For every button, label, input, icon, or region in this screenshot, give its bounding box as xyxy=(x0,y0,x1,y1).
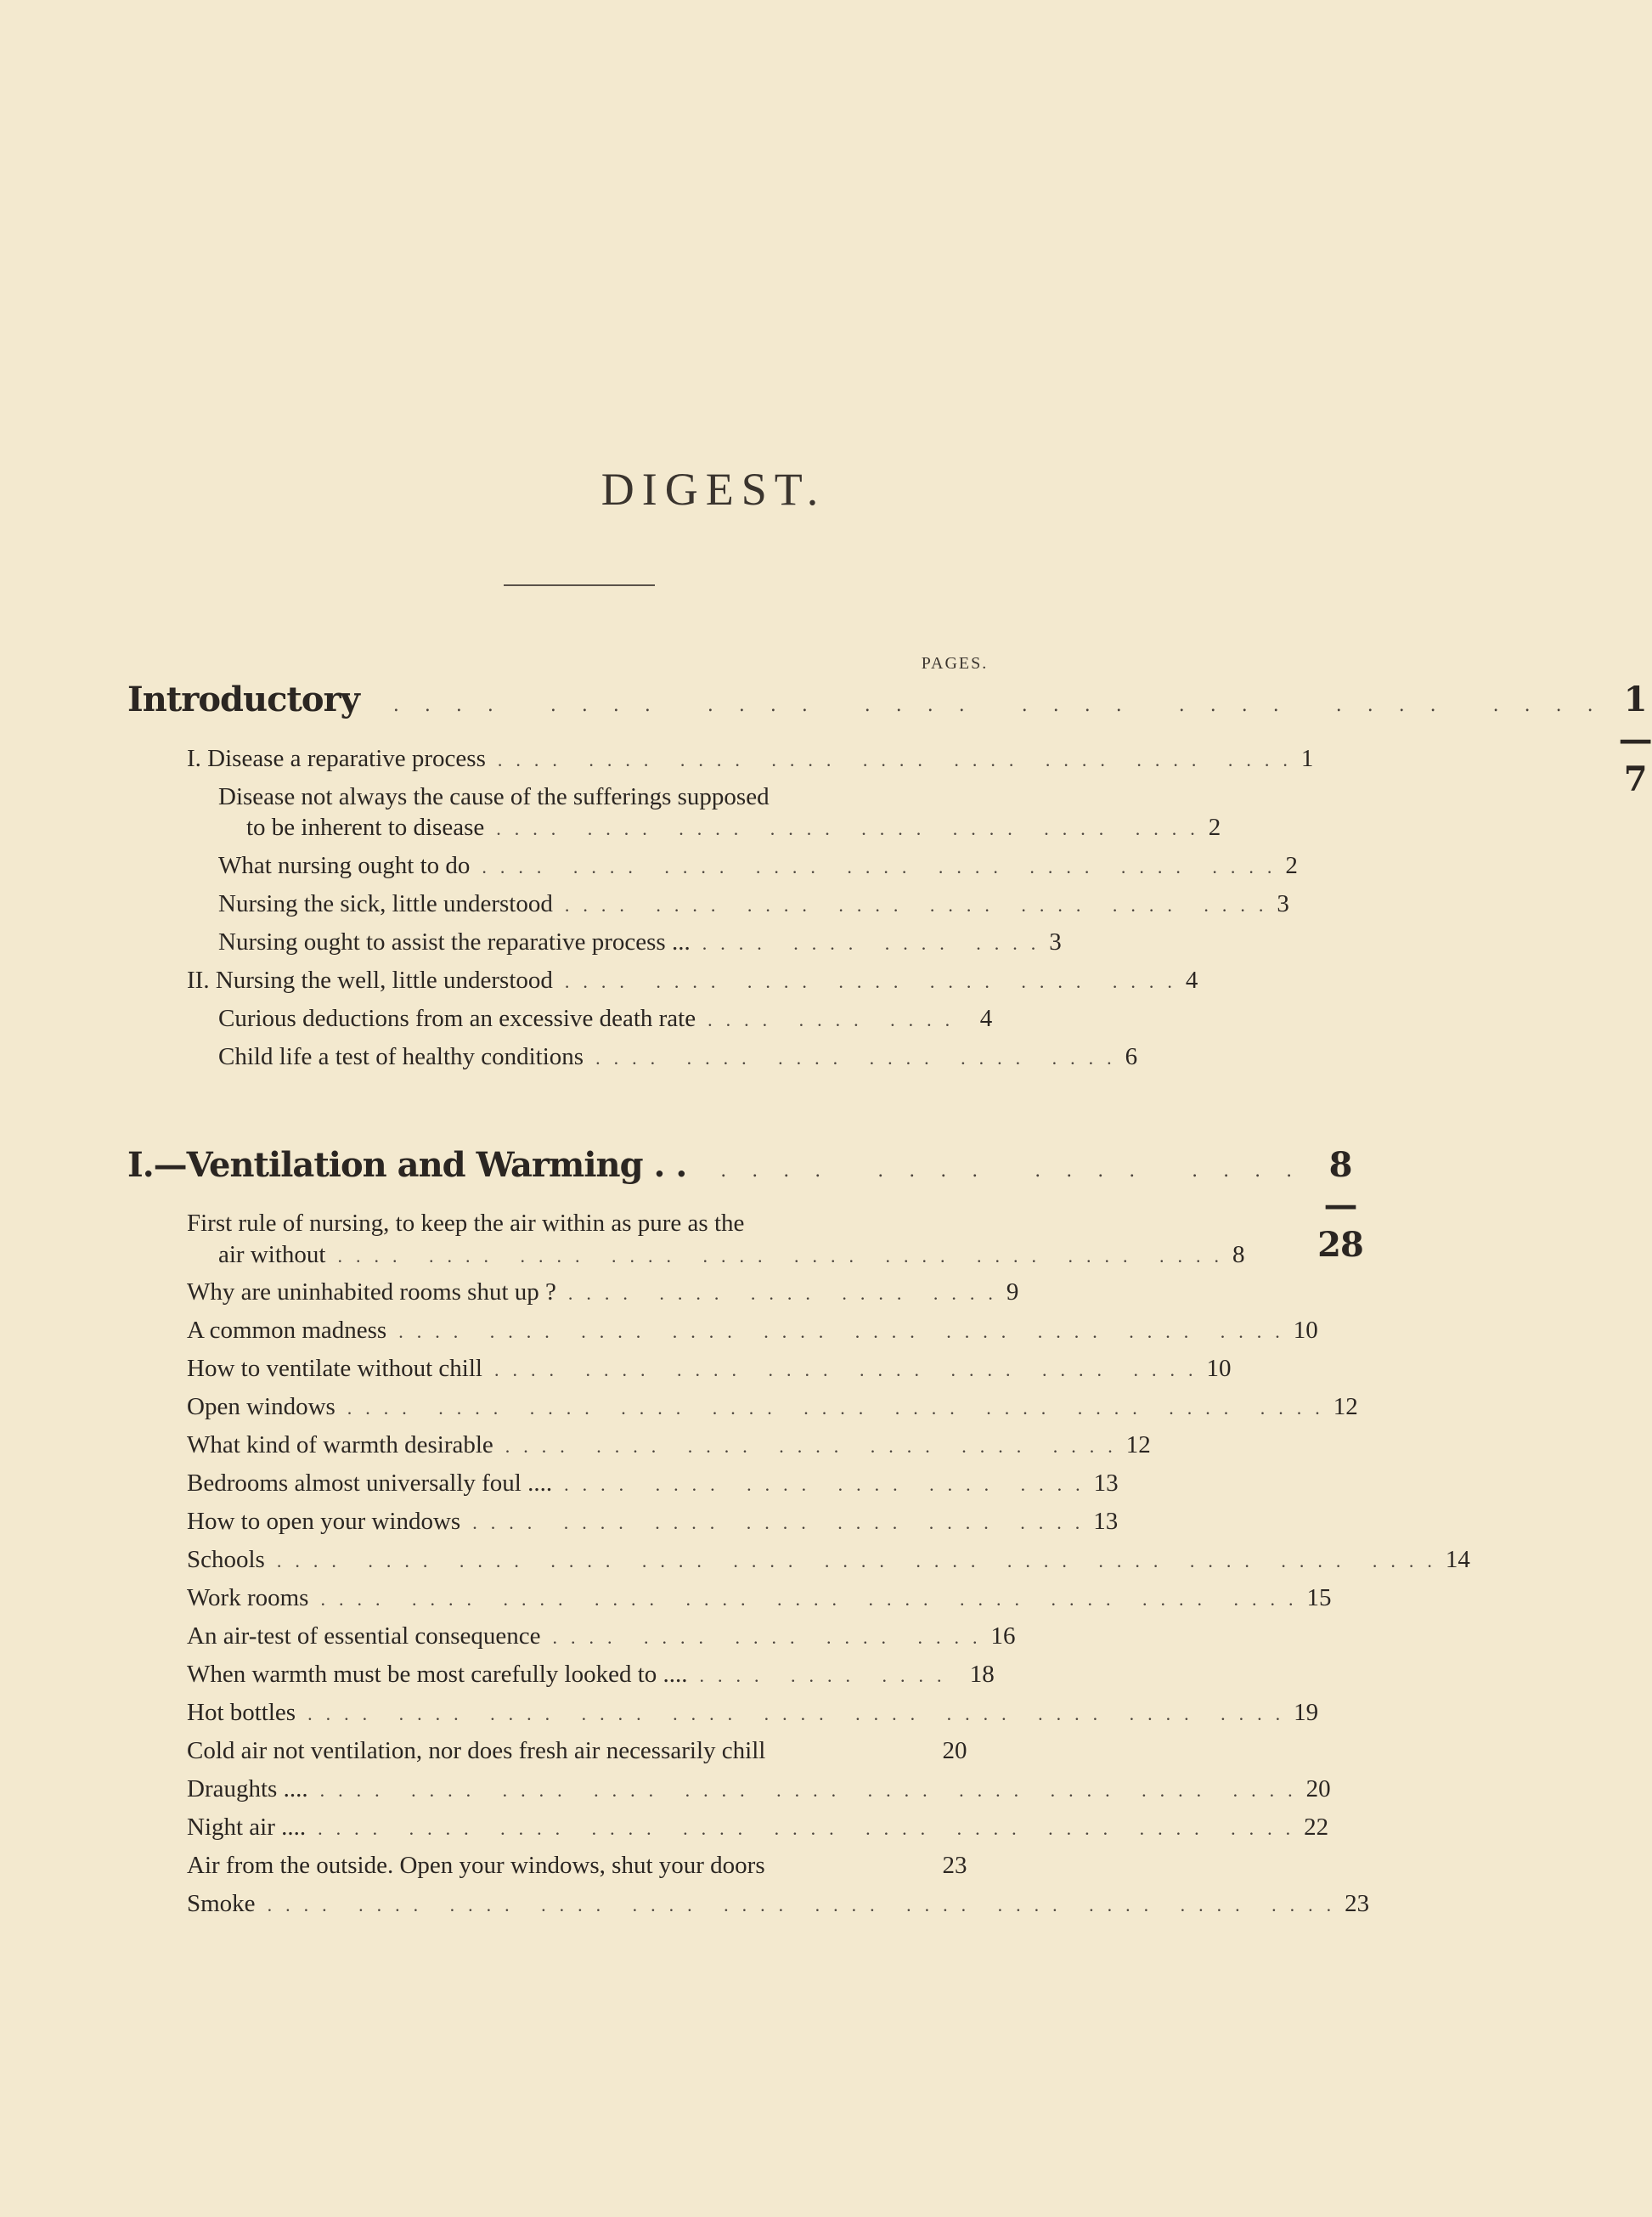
toc-entry xyxy=(187,1508,1119,1536)
entry-text: air without xyxy=(218,1241,326,1268)
toc-entry xyxy=(187,745,1314,773)
toc-entry xyxy=(187,1546,1470,1574)
leader-dots: .... .... .... .... .... .... .... xyxy=(472,1512,1094,1533)
title-rule xyxy=(504,584,655,586)
entry-page: 13 xyxy=(1093,1470,1119,1497)
entry-page: 4 xyxy=(1185,967,1198,994)
leader-dots: .... .... .... .... .... .... xyxy=(564,1474,1094,1495)
leader-dots: .... .... .... .... .... .... .... .... .... .... xyxy=(398,1321,1294,1342)
toc-entry xyxy=(218,1043,1138,1071)
leader-dots: .... .... .... .... .... .... .... .... .... .... .... xyxy=(319,1780,1306,1801)
toc-entry xyxy=(218,1005,1009,1033)
toc-entry xyxy=(187,1737,1009,1765)
entry-text: Air from the outside. Open your windows, shut your doors xyxy=(187,1852,765,1879)
entry-text: What kind of warmth desirable xyxy=(187,1431,493,1458)
leader-dots: .... .... .... .... .... .... .... .... .... .... .... .... .... xyxy=(276,1550,1446,1571)
leader-dots: .... .... .... xyxy=(708,1009,964,1030)
entry-page: 20 xyxy=(942,1737,967,1764)
toc-entry xyxy=(187,967,1198,995)
entry-text: Night air .... xyxy=(187,1814,307,1841)
toc-entry xyxy=(187,1814,1329,1842)
toc-entry xyxy=(246,814,1221,842)
entry-page: 9 xyxy=(1006,1278,1019,1306)
entry-page: 4 xyxy=(979,1005,993,1032)
leader-dots: .... .... .... .... .... .... .... .... .... .... .... xyxy=(320,1588,1307,1610)
leader-dots: .... .... .... .... .... .... .... .... .... .... .... .... xyxy=(267,1894,1345,1915)
entry-page: 6 xyxy=(1125,1043,1138,1070)
leader-dots: .... .... .... .... .... .... .... .... .... .... xyxy=(337,1245,1232,1266)
entry-text: II. Nursing the well, little understood xyxy=(187,967,553,994)
section-title: I.—Ventilation and Warming . . xyxy=(127,1145,687,1185)
entry-text: An air-test of essential consequence xyxy=(187,1622,541,1650)
leader-dots: .... .... .... .... .... .... .... .... xyxy=(496,818,1209,839)
toc-entry xyxy=(218,1241,1245,1269)
entry-text: Child life a test of healthy conditions xyxy=(218,1043,584,1070)
toc-entry xyxy=(187,1317,1318,1345)
entry-page: 18 xyxy=(969,1661,995,1688)
entry-text: Schools xyxy=(187,1546,265,1573)
leader-dots: .... .... .... .... .... xyxy=(567,1283,1006,1304)
entry-page: 14 xyxy=(1445,1546,1470,1573)
entry-page: 16 xyxy=(990,1622,1016,1650)
entry-page: 22 xyxy=(1304,1814,1329,1841)
toc-entry xyxy=(187,1393,1358,1421)
entry-text: Hot bottles xyxy=(187,1699,296,1726)
entry-page: 2 xyxy=(1208,814,1221,841)
leader-dots: .... .... .... .... .... .... .... .... xyxy=(392,695,1619,716)
entry-page: 20 xyxy=(1305,1775,1331,1802)
toc-entry xyxy=(218,928,1062,956)
entry-text: Bedrooms almost universally foul .... xyxy=(187,1470,553,1497)
leader-dots: .... .... .... .... .... .... .... .... xyxy=(493,1359,1207,1380)
page-title: DIGEST. xyxy=(600,464,826,515)
entry-page: 13 xyxy=(1093,1508,1119,1535)
entry-page: 1 xyxy=(1300,745,1314,772)
entry-text: Nursing the sick, little understood xyxy=(218,890,553,917)
leader-dots: .... .... .... .... .... .... .... .... xyxy=(564,894,1277,916)
toc-entry xyxy=(218,852,1298,880)
entry-page: 10 xyxy=(1293,1317,1318,1344)
section-pages: 1—7 xyxy=(1618,680,1652,799)
entry-text: How to open your windows xyxy=(187,1508,461,1535)
pages-column-header: PAGES. xyxy=(921,654,989,673)
leader-dots: .... .... .... .... .... .... .... .... .... xyxy=(482,856,1286,877)
leader-dots: .... .... .... .... .... xyxy=(552,1627,991,1648)
section-pages: 8—28 xyxy=(1317,1145,1363,1265)
toc-entry xyxy=(187,1584,1332,1612)
toc-entry xyxy=(187,1890,1370,1918)
entry-text: Work rooms xyxy=(187,1584,309,1611)
leader-dots: .... .... .... .... .... .... .... xyxy=(505,1436,1126,1457)
toc-entry xyxy=(218,890,1289,918)
toc-entry xyxy=(187,1431,1151,1459)
entry-text: Draughts .... xyxy=(187,1775,308,1802)
leader-dots: .... .... .... .... .... .... .... .... .... xyxy=(497,749,1301,770)
entry-text: Smoke xyxy=(187,1890,256,1917)
leader-dots: .... .... .... .... .... .... .... xyxy=(564,971,1186,992)
toc-entry xyxy=(187,1622,1016,1650)
entry-page: 19 xyxy=(1294,1699,1319,1726)
toc-entry-first-line: Disease not always the cause of the sufferings supposed xyxy=(218,783,770,810)
entry-text: A common madness xyxy=(187,1317,387,1344)
entry-page: 2 xyxy=(1285,852,1298,879)
leader-dots: .... .... .... .... xyxy=(702,933,1050,954)
entry-text: to be inherent to disease xyxy=(246,814,485,841)
entry-page: 12 xyxy=(1333,1393,1358,1420)
toc-entry xyxy=(187,1661,1009,1689)
leader-dots: .... .... .... .... .... .... .... .... .... .... .... xyxy=(318,1818,1305,1839)
entry-page: 23 xyxy=(942,1852,967,1879)
entry-page: 12 xyxy=(1125,1431,1151,1458)
toc-entry xyxy=(187,1699,1319,1727)
entry-text: Cold air not ventilation, nor does fresh air necessarily chill xyxy=(187,1737,766,1764)
toc-entry xyxy=(187,1278,1019,1306)
entry-page: 15 xyxy=(1306,1584,1332,1611)
leader-dots: .... .... .... .... .... .... xyxy=(595,1047,1125,1069)
entry-page: 10 xyxy=(1206,1355,1232,1382)
entry-text: How to ventilate without chill xyxy=(187,1355,482,1382)
entry-page: 3 xyxy=(1049,928,1062,956)
section-heading-introductory xyxy=(127,680,1652,799)
toc-entry xyxy=(187,1852,1009,1880)
entry-text: I. Disease a reparative process xyxy=(187,745,486,772)
entry-text: Nursing ought to assist the reparative process ... xyxy=(218,928,691,956)
entry-text: When warmth must be most carefully looked to .... xyxy=(187,1661,688,1688)
entry-page: 3 xyxy=(1277,890,1289,917)
entry-page: 8 xyxy=(1232,1241,1245,1268)
toc-entry-first-line: First rule of nursing, to keep the air within as pure as the xyxy=(187,1210,745,1237)
entry-text: Curious deductions from an excessive death rate xyxy=(218,1005,696,1032)
entry-text: Open windows xyxy=(187,1393,335,1420)
entry-text: What nursing ought to do xyxy=(218,852,471,879)
leader-dots: .... .... .... .... .... .... .... .... .... .... .... xyxy=(347,1397,1333,1419)
entry-page: 23 xyxy=(1345,1890,1370,1917)
toc-entry xyxy=(187,1775,1331,1803)
toc-entry xyxy=(187,1470,1119,1498)
section-title: Introductory xyxy=(127,680,359,719)
toc-entry xyxy=(187,1355,1232,1383)
leader-dots: .... .... .... .... .... .... .... .... .... .... .... xyxy=(307,1703,1294,1724)
entry-text: Why are uninhabited rooms shut up ? xyxy=(187,1278,556,1306)
leader-dots: .... .... .... .... xyxy=(720,1160,1318,1182)
leader-dots: .... .... .... xyxy=(699,1665,956,1686)
